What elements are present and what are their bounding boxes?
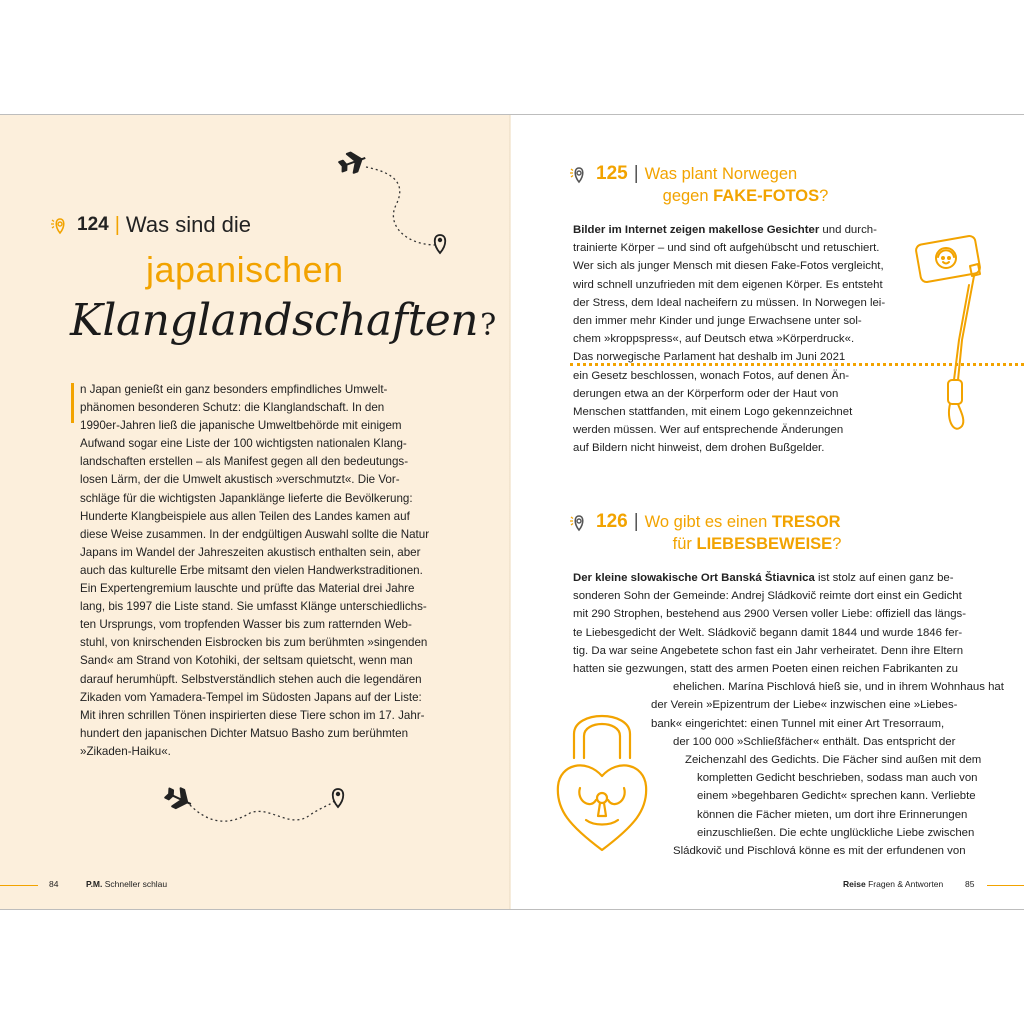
divider-bar: | (633, 163, 639, 184)
body-line: Aufwand sogar eine Liste der 100 wichtigsten nationalen Klang- (80, 437, 407, 451)
footer-section (843, 879, 943, 889)
body-line-text: Wer sich als junger Mensch mit diesen Fake-Fotos vergleicht, (573, 260, 884, 273)
divider-bar: | (633, 511, 639, 532)
body-line-text: werden müssen. Wer auf entsprechende Änderungen (573, 424, 844, 437)
article-body-124 (80, 381, 428, 761)
body-lead: Bilder im Internet zeigen makellose Gesichter (573, 224, 820, 236)
question-title-line2-post: ? (832, 535, 842, 553)
body-line (573, 624, 978, 642)
question-pin-icon (568, 511, 590, 533)
question-title-line2-post: ? (819, 187, 829, 205)
body-line (573, 257, 918, 275)
body-line-text: wird schnell unzufrieden mit dem eigenen Körper. Es entsteht (573, 278, 883, 291)
body-line (573, 569, 978, 587)
question-number: 124 (77, 214, 109, 235)
body-line: Ein Expertengremium lauschte und prüfte das Material drei Jahre (80, 582, 415, 596)
body-line (573, 385, 918, 403)
body-line: ten Ursprungs, vom tropfenden Wasser bis zum ratternden Web- (80, 618, 412, 632)
body-line: auch das kulturelle Erbe mitsamt den vielen Handwerkstraditionen. (80, 563, 423, 577)
body-line: darauf herumhüpft. Selbstverständlich stehen auch die legendären (80, 672, 422, 686)
location-pin-icon (435, 235, 446, 253)
question-title-keyword: FAKE-FOTOS (713, 187, 820, 205)
question-mark: ? (480, 308, 496, 343)
body-line (573, 587, 978, 605)
question-title (645, 163, 829, 207)
book-spread (0, 114, 1024, 910)
question-pin-icon (49, 214, 71, 236)
question-number: 126 (596, 511, 628, 532)
footer-brand: P.M. (86, 879, 103, 889)
body-line-text: Menschen stattfanden, mit einem Logo gekennzeichnet (573, 406, 853, 419)
footer-rule-right (987, 885, 1024, 886)
heart-padlock-icon (550, 700, 660, 860)
question-title-line1-pre: Wo gibt es einen (644, 513, 772, 531)
body-line-text: kompletten Gedicht beschrieben, sodass man auch von (697, 772, 978, 785)
body-line: diese Weise zusammen. In der endgültigen Auswahl sollte die Natur (80, 527, 430, 541)
body-line-text: auf Bildern nicht hinweist, dem drohen Bußgelder. (573, 442, 825, 455)
body-line: phänomen besonderen Schutz: die Klanglandschaft. In den (80, 401, 385, 415)
body-line-text: ehelichen. Marína Pischlová hieß sie, und in ihrem Wohnhaus hat (673, 681, 1004, 694)
body-line-text: können die Fächer mieten, um dort ihre Erinnerungen (697, 808, 968, 821)
body-line-text: mit 290 Strophen, bestehend aus 2900 Versen voller Liebe: offiziell das längs- (573, 608, 967, 621)
footer-page-number-right: 85 (965, 879, 975, 889)
body-line (573, 312, 918, 330)
airplane-path-top-icon (336, 145, 456, 275)
body-line-text: Das norwegische Parlament hat deshalb im Juni 2021 (573, 351, 846, 364)
body-line-text: derungen etwa an der Körperform oder der Haut von (573, 387, 839, 400)
body-line: n Japan genießt ein ganz besonders empfindliches Umwelt- (80, 383, 388, 396)
body-line-text: der Verein »Epizentrum der Liebe« inzwischen eine »Liebes- (651, 699, 958, 712)
body-line (573, 403, 918, 421)
body-lead: Der kleine slowakische Ort Banská Štiavnica (573, 572, 815, 584)
footer-page-number-left: 84 (49, 879, 59, 889)
footer-series (86, 879, 167, 889)
body-line (573, 221, 918, 239)
question-title-line2: japanischen (146, 249, 344, 290)
body-line-text: ist stolz auf einen ganz be- (814, 572, 954, 584)
body-line (573, 421, 918, 439)
question-title-line2 (645, 187, 829, 205)
footer-rule-left (0, 885, 38, 886)
body-line: Mit ihren schrillen Tönen inspirierten diese Tiere schon im 17. Jahr- (80, 708, 425, 722)
body-line (573, 439, 918, 457)
body-line: losen Lärm, der die Umwelt akustisch »verschmutzt«. Die Vor- (80, 473, 400, 487)
question-title-line3 (70, 295, 496, 346)
body-line: stuhl, von knirschenden Eisbrocken bis zum berühmten »singenden (80, 636, 428, 650)
divider-bar: | (114, 213, 120, 236)
body-line-text: einem »begehbaren Gedicht« sprechen kann. Verliebte (697, 790, 976, 803)
question-title (645, 511, 842, 555)
body-line-text: und durch- (819, 224, 877, 236)
question-number: 125 (596, 163, 628, 184)
body-line-text: bank« eingerichtet: einen Tunnel mit einer Art Tresorraum, (651, 717, 945, 730)
body-line (573, 330, 918, 348)
body-line (573, 660, 978, 678)
body-line (573, 294, 918, 312)
body-line: Zikaden vom Yamadera-Tempel im Südosten Japans auf der Liste: (80, 690, 422, 704)
body-line (573, 239, 918, 257)
body-line: Sand« am Strand von Kotohiki, der seltsam quietscht, wenn man (80, 654, 413, 668)
question-125-heading (568, 163, 828, 207)
body-line-text: einzuschließen. Die echte unglückliche Liebe zwischen (697, 826, 975, 839)
footer-series-title: Schneller schlau (104, 879, 168, 889)
body-line: »Zikaden-Haiku«. (80, 744, 171, 758)
body-line-text: ein Gesetz beschlossen, wonach Fotos, auf denen Än- (573, 369, 850, 382)
question-title-line1: Was plant Norwegen (644, 165, 798, 183)
body-line-text: Sládkovič und Pischlová könne es mit der erfundenen von (673, 845, 966, 858)
selfie-stick-icon (906, 230, 1016, 440)
question-title-line1: Was sind die (125, 212, 252, 237)
body-line (573, 276, 918, 294)
body-line: schläge für die wichtigsten Japanklänge lieferte die Bevölkerung: (80, 491, 413, 505)
question-title-script: Klanglandschaften (70, 295, 479, 346)
body-line-text: sonderen Sohn der Gemeinde: Andrej Sládkovič reimte dort einst ein Gedicht (573, 590, 962, 603)
airplane-path-bottom-icon (160, 775, 360, 835)
question-title-line2 (645, 535, 842, 553)
question-title-keyword-2: LIEBESBEWEISE (696, 535, 833, 553)
body-line-text: hatten sie gezwungen, statt des armen Poeten einen reichen Fabrikanten zu (573, 663, 958, 676)
body-line (573, 605, 978, 623)
body-line (573, 678, 1004, 696)
question-title-line1 (645, 513, 841, 531)
body-line: Japans im Wandel der Jahreszeiten akustisch enthalten sein, aber (80, 545, 421, 559)
body-line: Hunderte Klangbeispiele aus allen Teilen des Landes kamen auf (80, 509, 410, 523)
body-line (573, 642, 978, 660)
footer-section-title: Reise (843, 879, 866, 889)
article-body-125 (573, 221, 918, 458)
question-title-line2-pre: für (672, 535, 697, 553)
body-line-text: tig. Da war seine Angebetete schon fast ein Jahr verheiratet. Denn ihre Eltern (573, 644, 964, 657)
body-line-text: te Liebesgedicht der Welt. Sládkovič begann damit 1844 und wurde 1846 fer- (573, 626, 963, 639)
body-line-text: der Stress, dem Ideal nacheifern zu müssen. In Norwegen lei- (573, 296, 886, 309)
body-line-text: Zeichenzahl des Gedichts. Die Fächer sind außen mit dem (685, 754, 982, 767)
section-divider (570, 363, 1024, 366)
body-line-text: chem »kroppspress«, auf Deutsch etwa »Körperdruck«. (573, 333, 855, 346)
left-page (0, 115, 511, 909)
body-line-text: trainierte Körper – und sind oft aufgehübscht und retuschiert. (573, 242, 880, 255)
question-pin-icon (568, 163, 590, 185)
drop-cap-bar (71, 383, 74, 423)
body-line-text: den immer mehr Kinder und junge Erwachsene unter sol- (573, 315, 862, 328)
question-124-heading (49, 212, 251, 238)
question-126-heading (568, 511, 841, 555)
question-title-line2-pre: gegen (662, 187, 714, 205)
body-line: lang, bis 1997 die Liste stand. Sie umfasst Klänge unterschiedlichs- (80, 600, 427, 614)
body-line: landschaften erstellen – als Manifest gegen all den bedeutungs- (80, 455, 409, 469)
question-title-keyword-1: TRESOR (771, 513, 841, 531)
body-line (573, 367, 918, 385)
footer-section-subtitle: Fragen & Antworten (868, 879, 944, 889)
body-line: hundert den japanischen Dichter Matsuo Basho zum berühmten (80, 726, 409, 740)
body-line: 1990er-Jahren ließ die japanische Umweltbehörde mit einigem (80, 419, 402, 433)
body-line-text: der 100 000 »Schließfächer« enthält. Das entspricht der (673, 735, 956, 748)
